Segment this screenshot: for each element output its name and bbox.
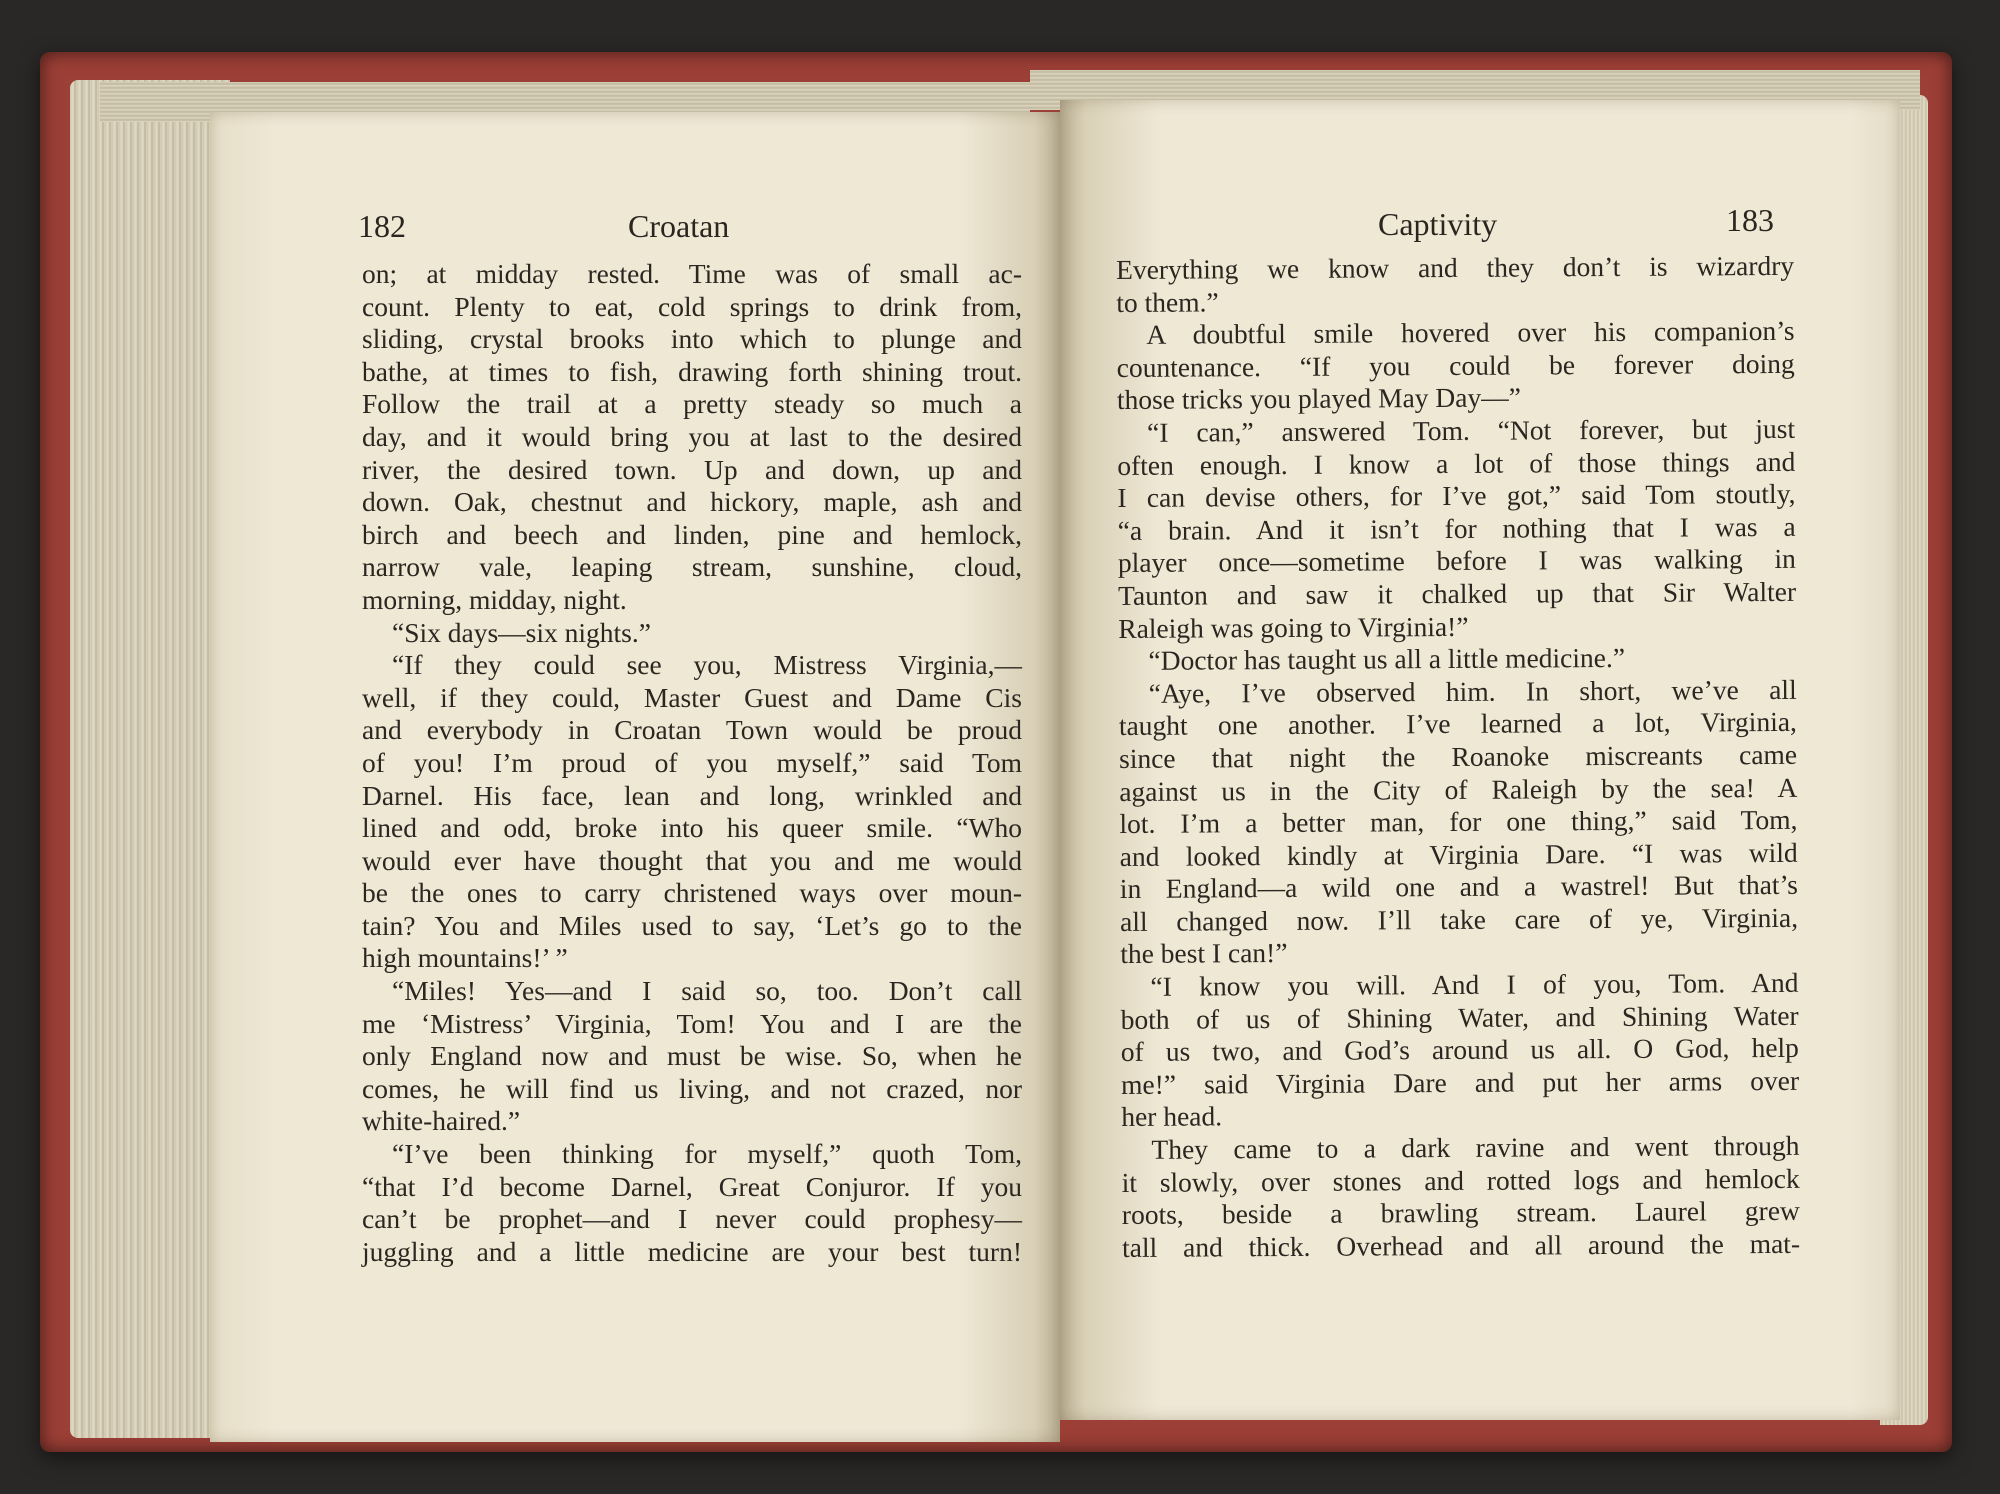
text-line: countenance. “If you could be forever doing xyxy=(1116,347,1795,383)
text-line: “Aye, I’ve observed him. In short, we’ve all xyxy=(1148,673,1797,709)
text-line: and everybody in Croatan Town would be proud xyxy=(362,714,1022,746)
text-line: often enough. I know a lot of those things and xyxy=(1117,445,1796,481)
text-line: day, and it would bring you at last to the desired xyxy=(362,420,1022,452)
text-line: down. Oak, chestnut and hickory, maple, ash and xyxy=(362,486,1022,518)
text-line: well, if they could, Master Guest and Dame Cis xyxy=(362,681,1022,713)
text-line: of us two, and God’s around us all. O God, help xyxy=(1120,1032,1799,1068)
text-line: juggling and a little medicine are your best turn! xyxy=(362,1235,1022,1267)
text-line: “I’ve been thinking for myself,” quoth Tom, xyxy=(392,1138,1022,1170)
text-line: and looked kindly at Virginia Dare. “I was wild xyxy=(1119,836,1798,872)
text-line: me!” said Virginia Dare and put her arms over xyxy=(1120,1064,1800,1100)
right-running-head: Captivity xyxy=(1378,206,1498,242)
text-line: tall and thick. Overhead and all around the mat- xyxy=(1121,1227,1801,1263)
left-page-text xyxy=(362,258,1022,1268)
text-line: Follow the trail at a pretty steady so much a xyxy=(362,388,1022,420)
text-line: those tricks you played May Day—” xyxy=(1116,381,1521,416)
text-line: “I can,” answered Tom. “Not forever, but just xyxy=(1146,412,1796,448)
text-line: birch and beech and linden, pine and hemlock, xyxy=(362,518,1022,550)
text-line: “Miles! Yes—and I said so, too. Don’t call xyxy=(392,975,1022,1007)
right-page-text xyxy=(1116,250,1800,1265)
text-line: “I know you will. And I of you, Tom. And xyxy=(1150,966,1799,1002)
left-page-number: 182 xyxy=(358,208,406,244)
text-line: would ever have thought that you and me would xyxy=(362,844,1022,876)
text-line: tain? You and Miles used to say, ‘Let’s go to the xyxy=(362,909,1022,941)
text-line: A doubtful smile hovered over his companion’s xyxy=(1146,315,1795,351)
text-line: Taunton and saw it chalked up that Sir Walter xyxy=(1117,575,1797,611)
text-line: all changed now. I’ll take care of ye, Virginia, xyxy=(1119,901,1799,937)
text-line: player once—sometime before I was walking in xyxy=(1117,543,1796,579)
text-line: “Doctor has taught us all a little medicine.” xyxy=(1148,642,1626,676)
text-line: They came to a dark ravine and went through xyxy=(1151,1129,1800,1165)
right-page-number: 183 xyxy=(1726,202,1774,238)
text-line: lot. I’m a better man, for one thing,” said Tom, xyxy=(1119,803,1798,840)
text-line: bathe, at times to fish, drawing forth shining trout. xyxy=(362,355,1022,387)
text-line: roots, beside a brawling stream. Laurel grew xyxy=(1121,1195,1800,1231)
text-line: be the ones to carry christened ways over moun- xyxy=(362,877,1022,909)
text-line: comes, he will find us living, and not crazed, nor xyxy=(362,1072,1022,1104)
text-line: the best I can!” xyxy=(1120,937,1288,970)
text-line: count. Plenty to eat, cold springs to drink from, xyxy=(362,290,1022,322)
text-line: Raleigh was going to Virginia!” xyxy=(1118,610,1469,644)
text-line: “Six days—six nights.” xyxy=(392,616,651,648)
text-line: taught one another. I’ve learned a lot, Virginia, xyxy=(1118,706,1797,742)
text-line: of you! I’m proud of you myself,” said Tom xyxy=(362,746,1022,778)
left-running-head: Croatan xyxy=(628,208,730,244)
text-line: narrow vale, leaping stream, sunshine, cloud, xyxy=(362,551,1022,583)
text-line: it slowly, over stones and rotted logs and hemlock xyxy=(1121,1162,1800,1198)
text-line: Darnel. His face, lean and long, wrinkled and xyxy=(362,779,1022,811)
text-line: to them.” xyxy=(1116,285,1219,318)
text-line: can’t be prophet—and I never could prophesy— xyxy=(362,1203,1022,1235)
text-line: “that I’d become Darnel, Great Conjuror. If you xyxy=(362,1170,1022,1202)
text-line: her head. xyxy=(1121,1100,1223,1133)
text-line: only England now and must be wise. So, when he xyxy=(362,1040,1022,1072)
page-edges-left xyxy=(70,80,230,1438)
text-line: I can devise others, for I’ve got,” said Tom stoutly, xyxy=(1117,478,1796,514)
text-line: “a brain. And it isn’t for nothing that I was a xyxy=(1117,510,1796,546)
text-line: in England—a wild one and a wastrel! But that’s xyxy=(1119,869,1798,905)
text-line: lined and odd, broke into his queer smile. “Who xyxy=(362,812,1022,844)
text-line: both of us of Shining Water, and Shining Water xyxy=(1120,999,1799,1035)
text-line: white-haired.” xyxy=(362,1105,521,1137)
text-line: “If they could see you, Mistress Virginia,— xyxy=(392,649,1022,681)
text-line: river, the desired town. Up and down, up and xyxy=(362,453,1022,485)
text-line: since that night the Roanoke miscreants came xyxy=(1118,738,1798,774)
text-line: on; at midday rested. Time was of small ac- xyxy=(362,258,1022,289)
text-line: high mountains!’ ” xyxy=(362,942,568,974)
text-line: morning, midday, night. xyxy=(362,583,627,615)
text-line: against us in the City of Raleigh by the sea! A xyxy=(1119,771,1798,807)
text-line: Everything we know and they don’t is wizardry xyxy=(1116,249,1795,285)
text-line: me ‘Mistress’ Virginia, Tom! You and I are the xyxy=(362,1007,1022,1039)
text-line: sliding, crystal brooks into which to plunge and xyxy=(362,323,1022,355)
